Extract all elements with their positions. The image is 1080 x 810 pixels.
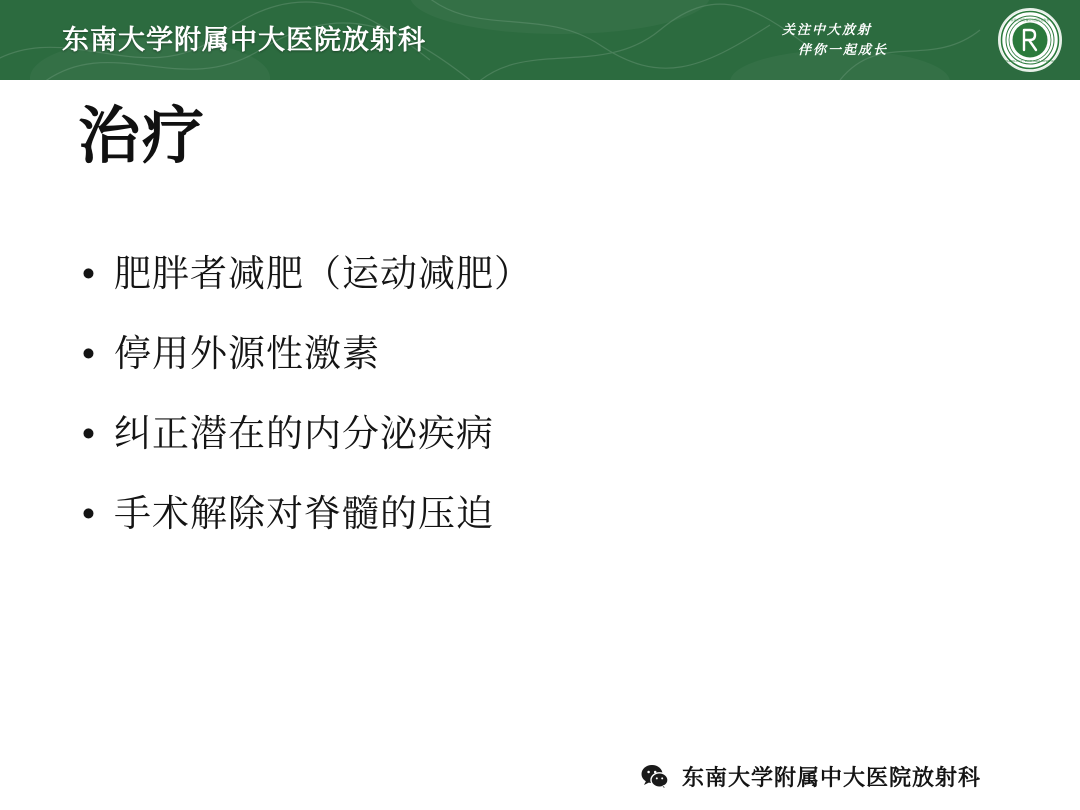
svg-text:东南大学附属中大医院放射科: 东南大学附属中大医院放射科 (1010, 18, 1050, 22)
header-slogan (782, 20, 952, 60)
bullet-marker-icon: • (82, 333, 96, 374)
list-item-text: 手术解除对脊髓的压迫 (114, 493, 494, 534)
list-item (74, 234, 974, 314)
header-title: 东南大学附属中大医院放射科 (62, 25, 426, 55)
page-title: 治疗 (78, 102, 207, 171)
footer-text: 东南大学附属中大医院放射科 (682, 765, 982, 790)
wechat-icon (640, 762, 670, 792)
list-item (74, 474, 974, 554)
header-slogan-line1: 关注中大放射 (782, 22, 873, 37)
list-item-text: 肥胖者减肥（运动减肥） (114, 253, 532, 294)
hospital-radiology-logo-icon (998, 8, 1062, 72)
bullet-marker-icon: • (82, 253, 96, 294)
bullet-list (74, 234, 974, 554)
list-item-text: 停用外源性激素 (114, 333, 380, 374)
svg-text:RADIOLOGY · ZHONGDA HOSPITAL: RADIOLOGY · ZHONGDA HOSPITAL (1004, 59, 1056, 63)
bullet-marker-icon: • (82, 493, 96, 534)
list-item (74, 394, 974, 474)
list-item (74, 314, 974, 394)
bullet-marker-icon: • (82, 413, 96, 454)
slide-header-bar (0, 0, 1080, 80)
list-item-text: 纠正潜在的内分泌疾病 (114, 413, 494, 454)
header-slogan-line2: 伴你一起成长 (798, 42, 889, 57)
footer-credit (640, 761, 981, 792)
